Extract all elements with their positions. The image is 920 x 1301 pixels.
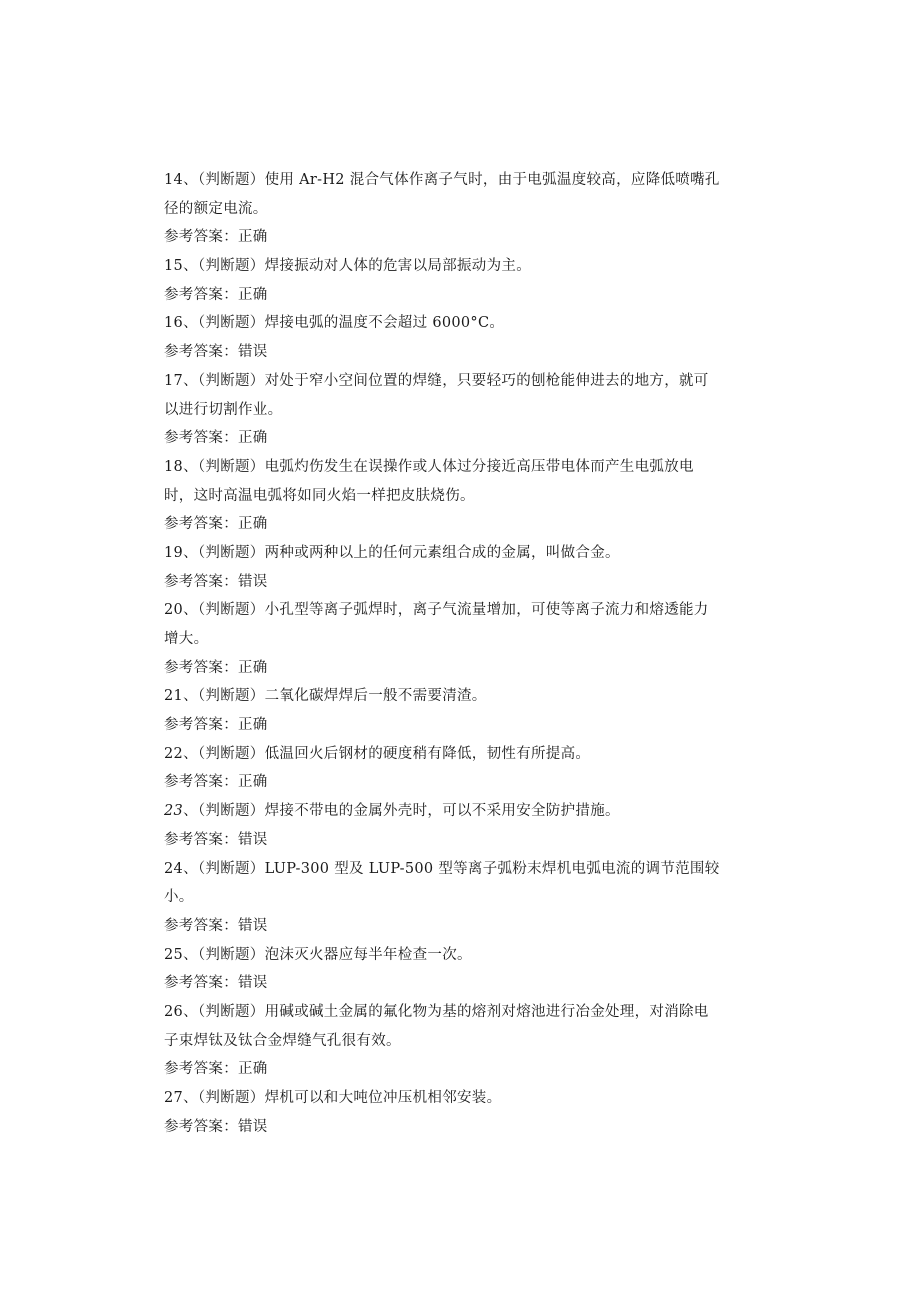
- answer-line: 参考答案：错误: [164, 831, 268, 848]
- question-item: [164, 252, 764, 309]
- question-item: [164, 998, 764, 1084]
- question-line: 、（判断题）焊机可以和大吨位冲压机相邻安装。: [183, 1090, 502, 1106]
- question-text: [164, 539, 764, 568]
- question-item: [164, 941, 764, 998]
- question-item: [164, 797, 764, 854]
- question-text: [164, 998, 764, 1027]
- question-text-continuation: [164, 195, 764, 224]
- question-text: [164, 166, 764, 195]
- answer-line: 参考答案：正确: [164, 430, 268, 447]
- question-text: [164, 1084, 764, 1113]
- answer-line: 参考答案：正确: [164, 774, 268, 791]
- question-item: [164, 1084, 764, 1141]
- question-number: 16: [164, 315, 184, 332]
- question-number: 20: [164, 602, 184, 619]
- question-text: [164, 941, 764, 970]
- question-number: 21: [164, 688, 184, 705]
- question-line: 、（判断题）LUP-300 型及 LUP-500 型等离子弧粉末焊机电弧电流的调节范围较: [183, 860, 720, 877]
- question-text: [164, 797, 764, 826]
- question-number: 22: [164, 745, 184, 762]
- question-text: [164, 367, 764, 396]
- answer-line: 参考答案：错误: [164, 573, 268, 590]
- question-text: [164, 453, 764, 482]
- question-line: 、（判断题）对处于窄小空间位置的焊缝，只要轻巧的刨枪能伸进去的地方，就可: [183, 372, 709, 389]
- question-number: 17: [164, 372, 184, 389]
- question-text-continuation: [164, 1027, 764, 1056]
- question-item: [164, 740, 764, 797]
- question-text: [164, 252, 764, 281]
- question-line: 小。: [164, 889, 194, 906]
- question-list: [164, 166, 764, 1141]
- answer-line: 参考答案：正确: [164, 229, 268, 246]
- answer-line: 参考答案：错误: [164, 1118, 268, 1135]
- answer-line: 参考答案：正确: [164, 516, 268, 533]
- question-line: 、（判断题）小孔型等离子弧焊时，离子气流量增加，可使等离子流力和熔透能力: [183, 602, 709, 619]
- question-line: 时，这时高温电弧将如同火焰一样把皮肤烧伤。: [164, 487, 475, 504]
- question-item: [164, 453, 764, 539]
- answer-line: 参考答案：错误: [164, 975, 268, 992]
- question-number: 26: [164, 1003, 184, 1020]
- question-item: [164, 682, 764, 739]
- question-text: [164, 682, 764, 711]
- question-text-continuation: [164, 883, 764, 912]
- question-text: [164, 855, 764, 884]
- answer-line: 参考答案：错误: [164, 917, 268, 934]
- question-text: [164, 740, 764, 769]
- question-text-continuation: [164, 396, 764, 425]
- question-line: 、（判断题）焊接不带电的金属外壳时，可以不采用安全防护措施。: [183, 803, 620, 820]
- question-item: [164, 539, 764, 596]
- question-item: [164, 309, 764, 366]
- question-line: 、（判断题）二氧化碳焊焊后一般不需要清渣。: [183, 688, 487, 705]
- question-number: 24: [164, 860, 184, 877]
- question-line: 、（判断题）使用 Ar-H2 混合气体作离子气时，由于电弧温度较高，应降低喷嘴孔: [183, 172, 720, 188]
- question-number: 15: [164, 258, 184, 275]
- question-item: [164, 855, 764, 941]
- question-number: 14: [164, 172, 184, 188]
- question-line: 增大。: [164, 631, 209, 647]
- question-number: 27: [164, 1090, 184, 1106]
- question-number: 25: [164, 946, 184, 963]
- question-text: [164, 596, 764, 625]
- question-line: 、（判断题）用碱或碱土金属的氟化物为基的熔剂对熔池进行冶金处理，对消除电: [183, 1003, 709, 1020]
- answer-line: 参考答案：正确: [164, 1061, 268, 1078]
- question-number: 19: [164, 544, 184, 561]
- question-item: [164, 596, 764, 682]
- answer-line: 参考答案：正确: [164, 286, 268, 303]
- question-item: [164, 367, 764, 453]
- question-line: 、（判断题）两种或两种以上的任何元素组合成的金属，叫做合金。: [183, 544, 620, 561]
- answer-line: 参考答案：正确: [164, 717, 268, 734]
- question-line: 、（判断题）焊接振动对人体的危害以局部振动为主。: [183, 258, 532, 275]
- question-line: 、（判断题）焊接电弧的温度不会超过 6000°C。: [183, 315, 505, 332]
- question-number: 18: [164, 458, 184, 475]
- answer-line: 参考答案：正确: [164, 659, 268, 676]
- question-text-continuation: [164, 482, 764, 511]
- answer-line: 参考答案：错误: [164, 344, 268, 361]
- question-line: 、（判断题）电弧灼伤发生在误操作或人体过分接近高压带电体而产生电弧放电: [183, 458, 694, 475]
- question-line: 以进行切割作业。: [164, 401, 283, 418]
- question-text-continuation: [164, 625, 764, 654]
- question-line: 子束焊钛及钛合金焊缝气孔很有效。: [164, 1032, 401, 1049]
- question-item: [164, 166, 764, 252]
- question-line: 、（判断题）低温回火后钢材的硬度稍有降低，韧性有所提高。: [183, 745, 591, 762]
- question-line: 、（判断题）泡沫灭火器应每半年检查一次。: [183, 946, 472, 963]
- question-number: 23: [164, 803, 184, 820]
- question-text: [164, 309, 764, 338]
- question-line: 径的额定电流。: [164, 200, 268, 217]
